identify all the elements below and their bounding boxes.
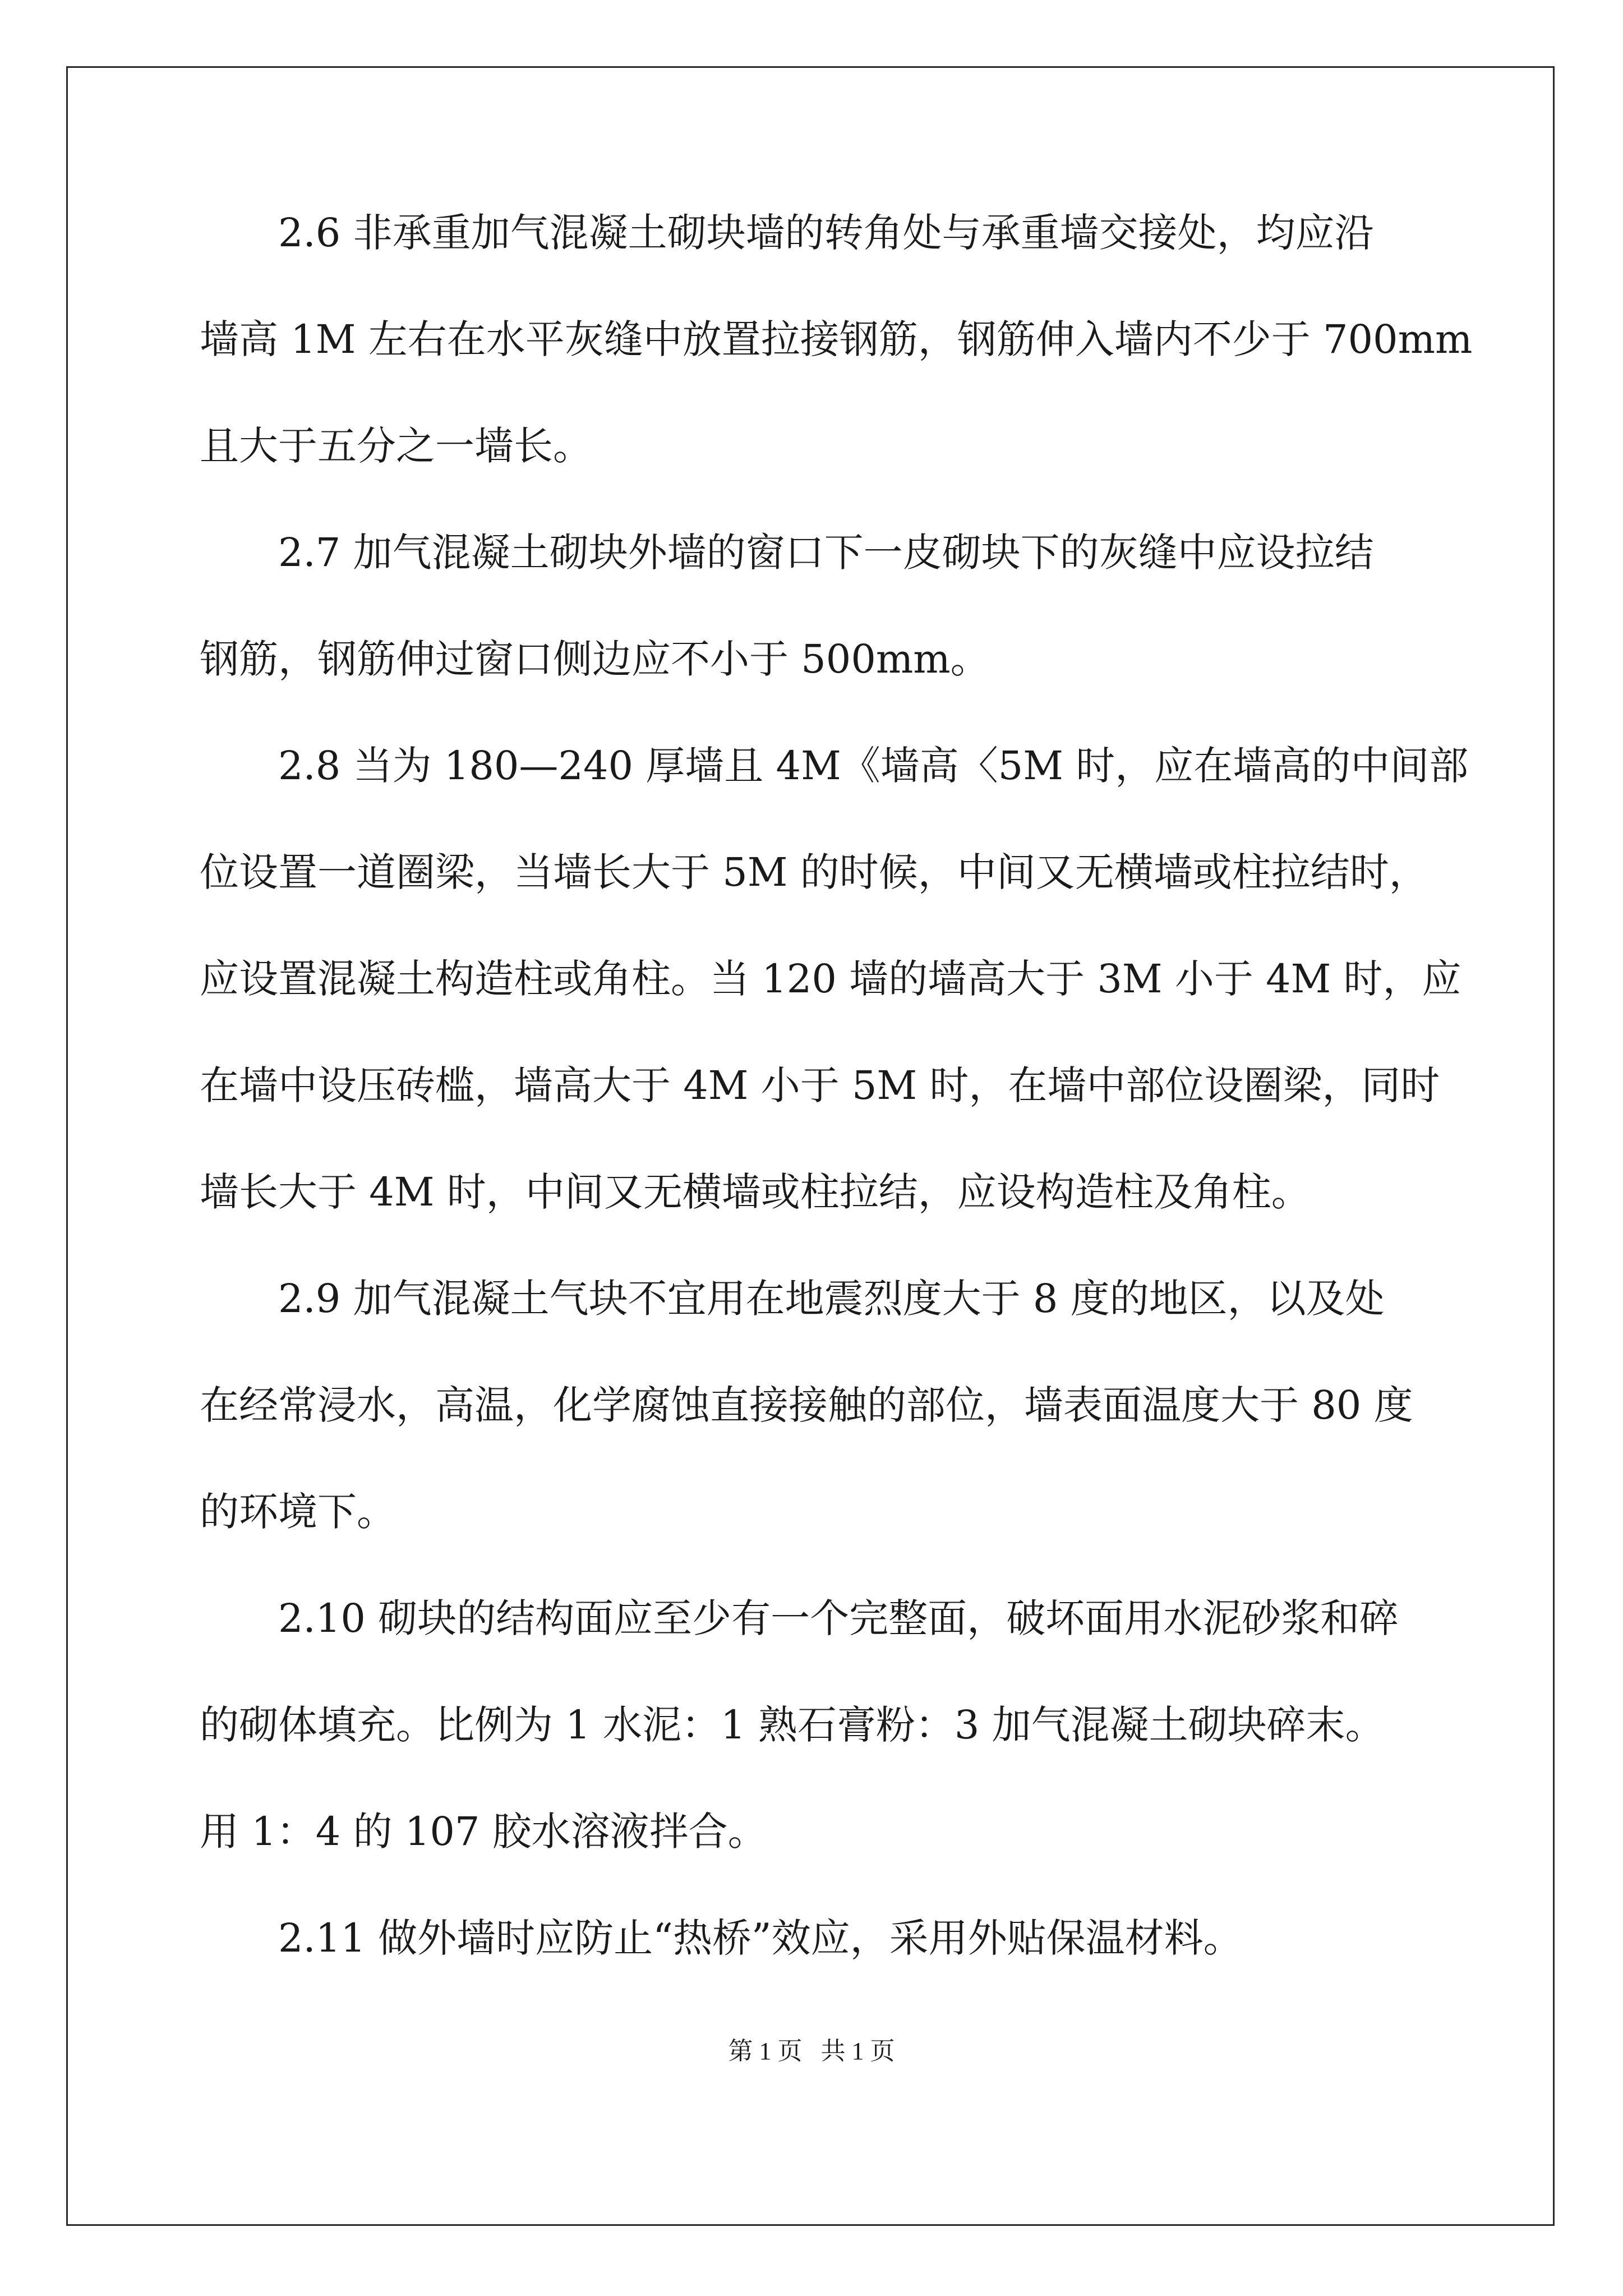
paragraph-line: 的环境下。 [200,1489,396,1535]
paragraph-line: 在墙中设压砖槛，墙高大于 4M 小于 5M 时，在墙中部位设圈梁，同时 [200,1062,1440,1108]
paragraph-line: 2.9 加气混凝土气块不宜用在地震烈度大于 8 度的地区，以及处 [278,1276,1385,1322]
paragraph-line: 在经常浸水，高温，化学腐蚀直接接触的部位，墙表面温度大于 80 度 [200,1382,1413,1428]
paragraph-2-8 [200,743,1469,1279]
paragraph-line: 且大于五分之一墙长。 [200,423,592,469]
paragraph-line: 应设置混凝土构造柱或角柱。当 120 墙的墙高大于 3M 小于 4M 时，应 [200,956,1461,1002]
paragraph-line: 的砌体填充。比例为 1 水泥：1 熟石膏粉：3 加气混凝土砌块碎末。 [200,1702,1385,1748]
paragraph-line: 位设置一道圈梁，当墙长大于 5M 的时候，中间又无横墙或柱拉结时， [200,849,1428,895]
paragraph-line: 2.7 加气混凝土砌块外墙的窗口下一皮砌块下的灰缝中应设拉结 [278,530,1374,576]
paragraph-2-6 [200,210,1473,533]
paragraph-2-9 [200,1276,1413,1599]
paragraph-line: 墙长大于 4M 时，中间又无横墙或柱拉结，应设构造柱及角柱。 [200,1169,1311,1215]
paragraph-2-10 [200,1595,1399,1918]
paragraph-2-7 [200,530,1374,746]
page-number-footer: 第 1 页 共 1 页 [728,2037,895,2065]
paragraph-line: 钢筋，钢筋伸过窗口侧边应不小于 500mm。 [200,636,990,682]
paragraph-line: 2.11 做外墙时应防止“热桥”效应，采用外贴保温材料。 [278,1915,1243,1961]
paragraph-line: 2.10 砌块的结构面应至少有一个完整面，破坏面用水泥砂浆和碎 [278,1595,1399,1641]
paragraph-line: 墙高 1M 左右在水平灰缝中放置拉接钢筋，钢筋伸入墙内不少于 700mm [200,316,1473,362]
paragraph-line: 用 1：4 的 107 胶水溶液拌合。 [200,1809,767,1855]
paragraph-line: 2.8 当为 180—240 厚墙且 4M《墙高〈5M 时，应在墙高的中间部 [278,743,1469,789]
paragraph-line: 2.6 非承重加气混凝土砌块墙的转角处与承重墙交接处，均应沿 [278,210,1374,256]
paragraph-2-11 [200,1915,1243,2025]
